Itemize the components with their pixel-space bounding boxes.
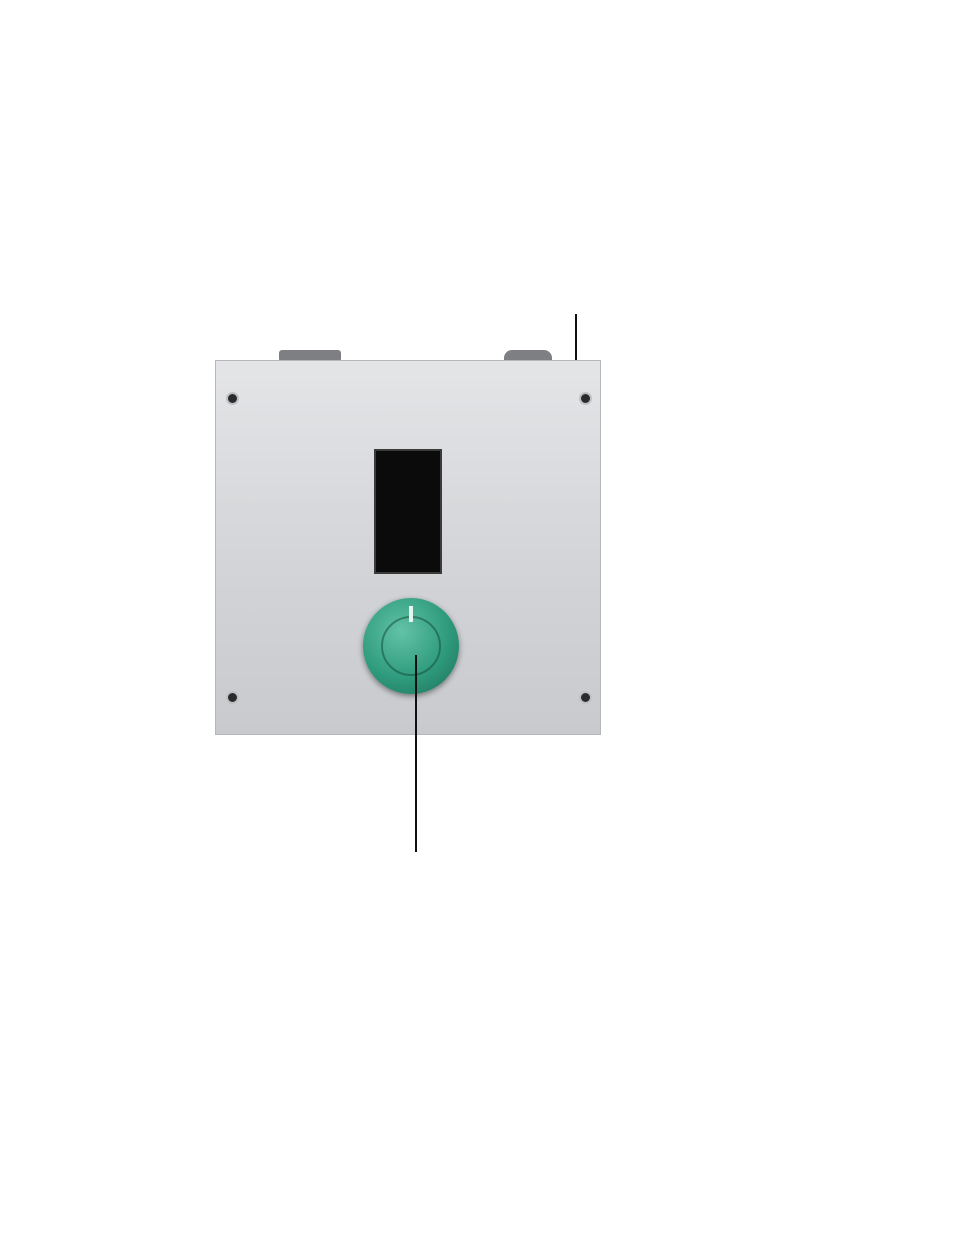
screw-icon <box>228 394 237 403</box>
talkback-level-note <box>234 861 614 883</box>
screw-icon <box>581 693 590 702</box>
level-meter <box>374 449 442 574</box>
screw-icon <box>228 693 237 702</box>
level-knob[interactable] <box>363 598 459 694</box>
avocet-remote-panel <box>215 360 601 735</box>
screw-icon <box>581 394 590 403</box>
knob-ring <box>381 616 441 676</box>
level-callout <box>415 655 417 852</box>
knob-indicator <box>409 606 413 622</box>
